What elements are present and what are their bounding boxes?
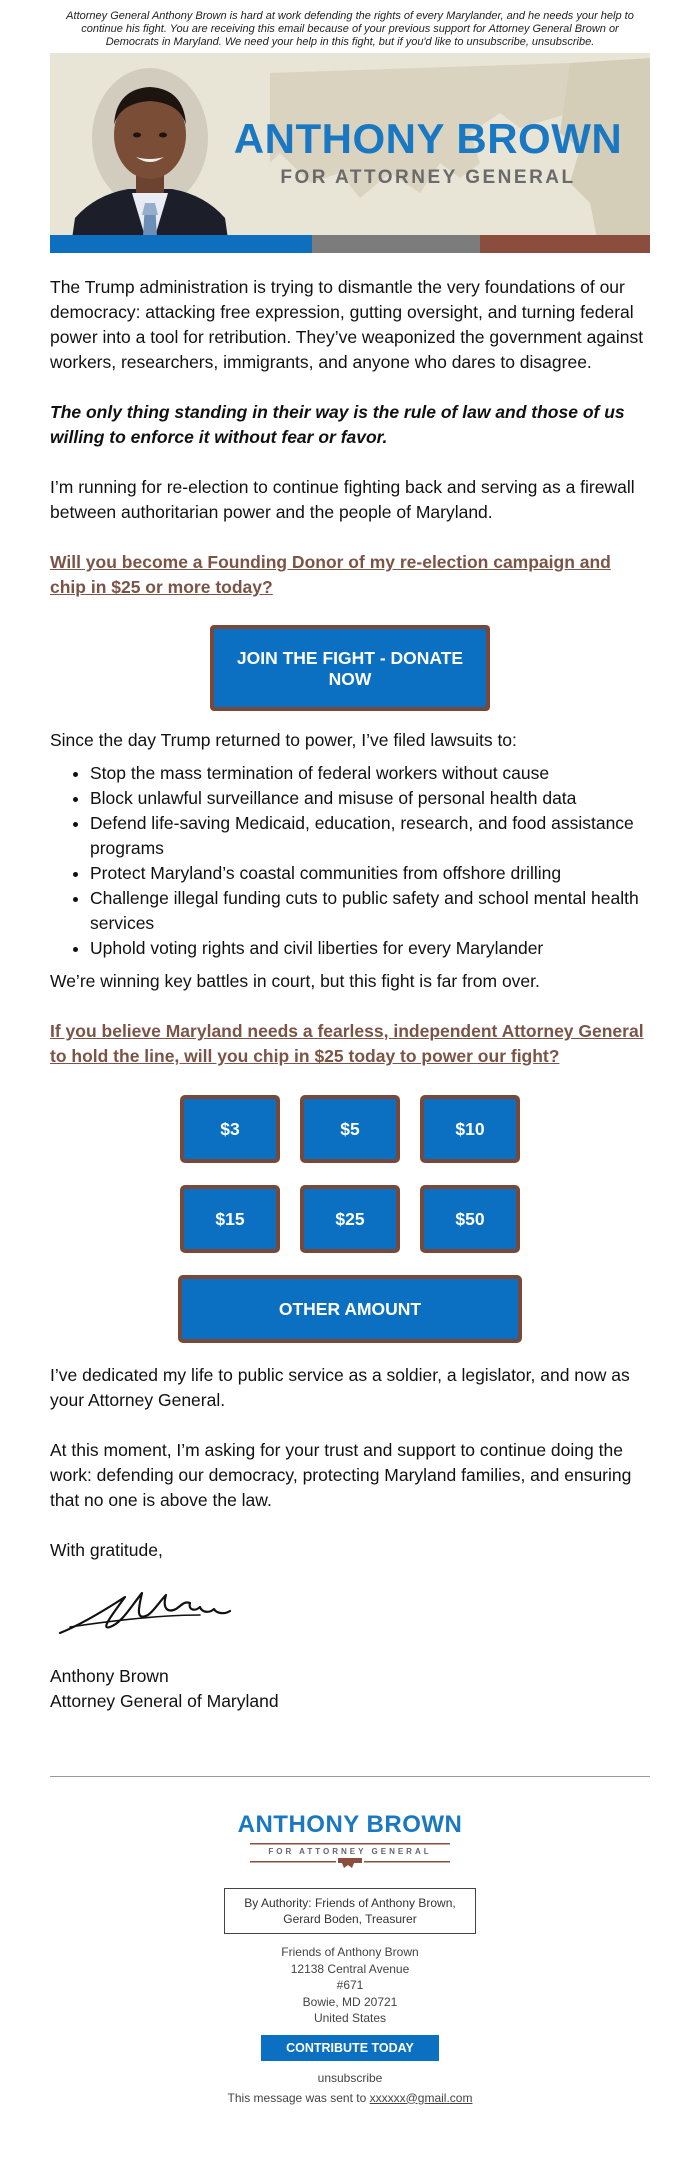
list-item: • Protect Maryland’s coastal communities from offshore drilling: [90, 861, 650, 886]
address-line: United States: [313, 2011, 387, 2025]
list-item: • Defend life-saving Medicaid, education, research, and food assistance programs: [90, 811, 650, 861]
list-item: • Uphold voting rights and civil liberties for every Marylander: [90, 936, 650, 961]
paragraph-service: I’ve dedicated my life to public service as a soldier, a legislator, and now as your Attorney General.: [50, 1365, 630, 1410]
banner-candidate-name: ANTHONY BROWN: [233, 115, 623, 162]
email-container: [50, 0, 650, 2105]
banner-stripe-gray: [312, 235, 480, 253]
recipient-email-link[interactable]: xxxxxx@gmail.com: [369, 2090, 473, 2105]
banner-stripe-blue: [50, 235, 312, 253]
address-line: #671: [336, 1978, 364, 1992]
address-line: Bowie, MD 20721: [302, 1994, 398, 2009]
lawsuits-list: [50, 761, 650, 961]
candidate-portrait: [50, 53, 250, 253]
closing-text: With gratitude,: [50, 1540, 163, 1560]
paragraph-intro: The Trump administration is trying to dismantle the very foundations of our democracy: attacking free expression, gutting oversight, and turning federal power into a tool for retribution. They’ve weaponized the government against workers, researchers, immigrants, and anyone who dares to disagree.: [50, 277, 644, 372]
list-item: • Challenge illegal funding cuts to public safety and school mental health services: [90, 886, 650, 936]
sent-to-prefix: This message was sent to: [227, 2090, 370, 2105]
hero-banner: [50, 53, 650, 253]
founding-donor-link[interactable]: Will you become a Founding Donor of my re-election campaign and chip in $25 or more today?: [50, 552, 611, 597]
donate-50-button[interactable]: $50: [420, 1185, 520, 1253]
address-line: 12138 Central Avenue: [290, 1961, 410, 1976]
address-line: Friends of Anthony Brown: [281, 1945, 419, 1959]
list-item: • Block unlawful surveillance and misuse of personal health data: [90, 786, 650, 811]
signer-name: Anthony Brown: [50, 1666, 169, 1686]
paid-for-by-box: [224, 1888, 476, 1934]
preheader-text: Attorney General Anthony Brown is hard at work defending the rights of every Marylander, and he needs your help to continue his fight. You are receiving this email because of your previous support for Attorney General Brown or Democrats in Maryland. We need your help in this fight, but if you'd like to unsubscribe, unsubscribe.: [66, 10, 634, 48]
paragraph-reelection: I’m running for re-election to continue fighting back and serving as a firewall between authoritarian power and the people of Maryland.: [50, 477, 635, 522]
donate-now-button[interactable]: JOIN THE FIGHT - DONATE NOW: [210, 625, 490, 711]
list-item: • Stop the mass termination of federal workers without cause: [90, 761, 650, 786]
donate-10-button[interactable]: $10: [420, 1095, 520, 1163]
footer-logo-subtitle: FOR ATTORNEY GENERAL: [268, 1847, 432, 1856]
paragraph-emphasis: The only thing standing in their way is the rule of law and those of us willing to enforce it without fear or favor.: [50, 402, 625, 447]
signer-title: Attorney General of Maryland: [50, 1691, 279, 1711]
donate-15-button[interactable]: $15: [180, 1185, 280, 1253]
footer-logo-name: ANTHONY BROWN: [237, 1811, 463, 1838]
footer-logo: [50, 1811, 650, 1870]
signature-image: [50, 1575, 250, 1645]
donate-25-button[interactable]: $25: [300, 1185, 400, 1253]
donation-amounts-row-1: [50, 1095, 650, 1163]
banner-stripe-brown: [480, 235, 650, 253]
donation-amounts-row-2: [50, 1185, 650, 1253]
other-amount-button[interactable]: OTHER AMOUNT: [178, 1275, 522, 1343]
maryland-flag-icon: [250, 1856, 450, 1870]
unsubscribe-link[interactable]: unsubscribe: [317, 2070, 383, 2085]
paragraph-winning: We’re winning key battles in court, but this fight is far from over.: [50, 971, 540, 991]
sent-to-notice: [50, 2091, 650, 2105]
authority-line-1: By Authority: Friends of Anthony Brown,: [244, 1896, 456, 1910]
donate-3-button[interactable]: $3: [180, 1095, 280, 1163]
banner-subtitle: FOR ATTORNEY GENERAL: [280, 167, 576, 188]
contribute-today-button[interactable]: CONTRIBUTE TODAY: [261, 2035, 439, 2061]
authority-line-2: Gerard Boden, Treasurer: [283, 1912, 417, 1926]
paragraph-trust: At this moment, I’m asking for your trust and support to continue doing the work: defending our democracy, protecting Maryland families, and ensuring that no one is above the law.: [50, 1440, 632, 1510]
donate-5-button[interactable]: $5: [300, 1095, 400, 1163]
paragraph-lawsuits-intro: Since the day Trump returned to power, I’ve filed lawsuits to:: [50, 730, 517, 750]
mailing-address: [50, 1944, 650, 2027]
chip-in-link[interactable]: If you believe Maryland needs a fearless, independent Attorney General to hold the line, will you chip in $25 today to power our fight?: [50, 1021, 644, 1066]
